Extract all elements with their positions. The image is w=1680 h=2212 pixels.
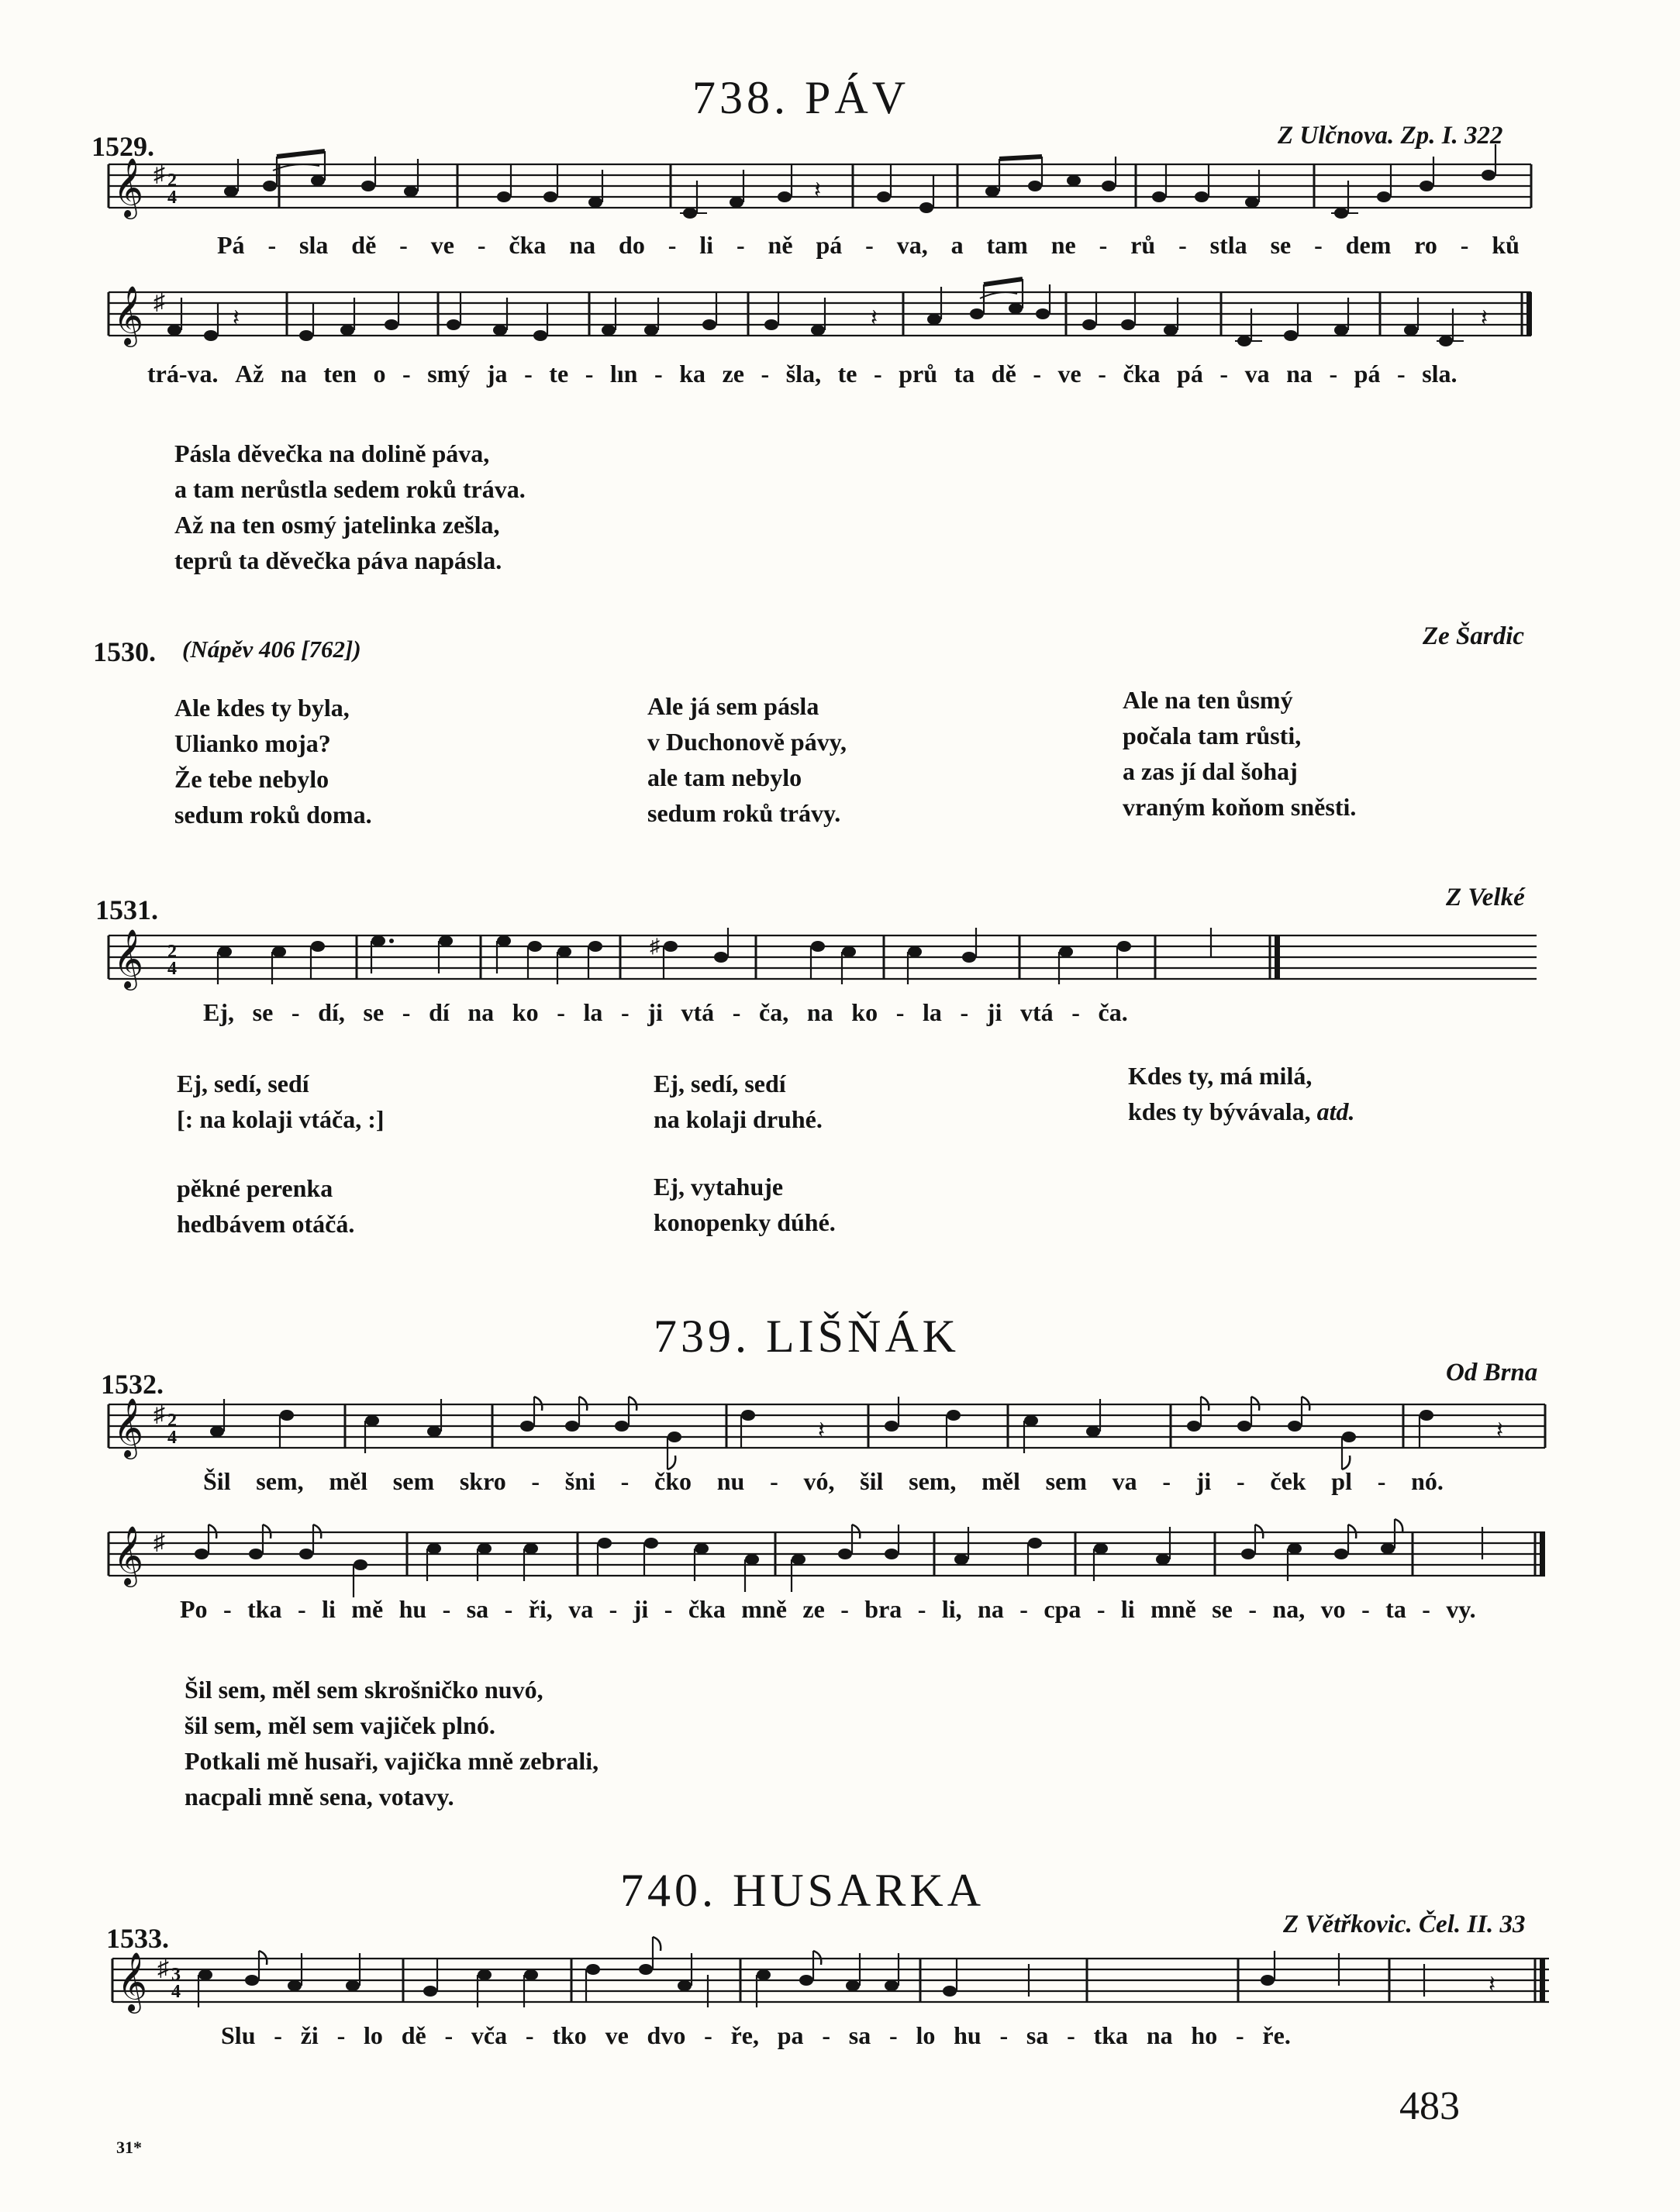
syllable: - — [524, 360, 533, 388]
syllable: na, — [1272, 1595, 1306, 1623]
verse-line: Šil sem, měl sem skrošničko nuvó, — [185, 1676, 543, 1704]
syllable: - — [889, 2021, 898, 2049]
syllable: pá — [1354, 360, 1381, 388]
syllable: - — [822, 2021, 830, 2049]
verse-line: Ulianko moja? — [174, 729, 331, 757]
syllable: mě — [351, 1595, 384, 1623]
svg-text:𝄞: 𝄞 — [117, 1952, 148, 2011]
syllable: pá — [816, 231, 843, 259]
syllable: - — [761, 360, 770, 388]
syllable: - — [291, 998, 300, 1026]
syllable: čka — [509, 231, 547, 259]
syllable: - — [223, 1595, 232, 1623]
verse-line: sedum roků trávy. — [647, 799, 841, 827]
syllable: - — [1361, 1595, 1370, 1623]
syllable: - — [557, 998, 565, 1026]
svg-text:𝄽: 𝄽 — [1489, 1972, 1496, 1997]
etc-abbreviation: atd. — [1316, 1097, 1355, 1125]
syllable: - — [1422, 1595, 1430, 1623]
syllable: ně — [768, 231, 793, 259]
verse-line: v Duchonově pávy, — [647, 728, 847, 756]
syllable: ča. — [1098, 998, 1128, 1026]
syllable: ři, — [528, 1595, 553, 1623]
verse-line: hedbávem otáčá. — [177, 1210, 355, 1238]
verse-1530-col1 — [174, 690, 372, 832]
syllable: li, — [941, 1595, 962, 1623]
syllable: ne — [1050, 231, 1076, 259]
syllable: Slu — [221, 2021, 256, 2049]
syllable: - — [1314, 231, 1323, 259]
syllable: - — [531, 1467, 540, 1495]
syllable: bra — [864, 1595, 902, 1623]
syllable: va — [1112, 1467, 1137, 1495]
verse-line: Ej, sedí, sedí — [177, 1070, 309, 1097]
verse-1531-col3 — [1128, 1058, 1354, 1129]
signature-mark: 31* — [116, 2138, 142, 2157]
syllable: sem — [1045, 1467, 1087, 1495]
section-title-738: 738. PÁV — [692, 72, 910, 123]
syllable: ji — [633, 1595, 649, 1623]
syllable: měl — [329, 1467, 368, 1495]
syllable: - — [504, 1595, 513, 1623]
lyrics-1529-line1 — [217, 231, 1520, 260]
song-source-1530: Ze Šardic — [1423, 622, 1525, 650]
syllable: lo — [916, 2021, 936, 2049]
syllable: se — [363, 998, 385, 1026]
syllable: - — [267, 231, 277, 259]
svg-text:4: 4 — [167, 1428, 177, 1448]
syllable: Pá — [217, 231, 245, 259]
verse-1531-col1a — [177, 1066, 385, 1137]
verse-line: Kdes ty, má milá, — [1128, 1062, 1313, 1090]
syllable: - — [1099, 231, 1108, 259]
svg-text:𝄞: 𝄞 — [113, 285, 144, 345]
syllable: - — [840, 1595, 849, 1623]
verse-1530-col2 — [647, 688, 847, 831]
staff-1529-line2 — [93, 283, 1535, 368]
syllable: na — [806, 998, 833, 1026]
syllable: Šil — [203, 1467, 231, 1495]
syllable: ček — [1270, 1467, 1306, 1495]
syllable: na — [1286, 360, 1313, 388]
syllable: dě — [991, 360, 1016, 388]
syllable: - — [399, 231, 408, 259]
song-number-1529: 1529. — [91, 131, 154, 162]
syllable: - — [621, 998, 630, 1026]
syllable: - — [960, 998, 969, 1026]
syllable: ji — [647, 998, 663, 1026]
syllable: ře, — [730, 2021, 759, 2049]
svg-text:2: 2 — [167, 171, 177, 191]
verse-line: a tam nerůstla sedem roků tráva. — [174, 475, 526, 503]
syllable: ta — [954, 360, 975, 388]
syllable: se — [252, 998, 274, 1026]
syllable: šla, — [785, 360, 822, 388]
syllable: ho — [1191, 2021, 1218, 2049]
syllable: pa — [777, 2021, 804, 2049]
syllable: ka — [679, 360, 706, 388]
syllable: - — [732, 998, 741, 1026]
syllable: - — [917, 1595, 926, 1623]
verse-line: Ale já sem pásla — [647, 692, 819, 720]
syllable: ji — [986, 998, 1002, 1026]
syllable: Po — [180, 1595, 208, 1623]
svg-text:𝄽: 𝄽 — [1481, 305, 1489, 331]
syllable: vča — [471, 2021, 508, 2049]
syllable: li — [699, 231, 714, 259]
syllable: Ej, — [203, 998, 234, 1026]
syllable: ze — [722, 360, 744, 388]
syllable: ro — [1414, 231, 1437, 259]
syllable: - — [585, 360, 594, 388]
syllable: smý — [427, 360, 471, 388]
syllable: - — [1071, 998, 1080, 1026]
syllable: nu — [716, 1467, 745, 1495]
verse-line: Ale na ten ůsmý — [1123, 686, 1293, 714]
syllable: měl — [981, 1467, 1020, 1495]
svg-text:♯: ♯ — [154, 1529, 165, 1555]
svg-text:♯: ♯ — [650, 935, 660, 957]
syllable: li — [1120, 1595, 1135, 1623]
syllable: dem — [1345, 231, 1392, 259]
syllable: dí — [429, 998, 450, 1026]
syllable: la — [583, 998, 603, 1026]
svg-text:2: 2 — [167, 942, 177, 962]
svg-text:♯: ♯ — [154, 289, 165, 315]
svg-text:♯: ♯ — [157, 1955, 169, 1981]
syllable: - — [1329, 360, 1338, 388]
syllable: - — [770, 1467, 778, 1495]
syllable: - — [1096, 1595, 1106, 1623]
verse-line: Ej, sedí, sedí — [654, 1070, 786, 1097]
syllable: na — [978, 1595, 1004, 1623]
section-title-739: 739. LIŠŇÁK — [654, 1311, 960, 1362]
syllable: ta — [1385, 1595, 1406, 1623]
syllable: hu — [954, 2021, 981, 2049]
syllable: - — [874, 360, 882, 388]
svg-text:4: 4 — [171, 1982, 181, 2002]
syllable: - — [444, 2021, 454, 2049]
verse-line: Ej, vytahuje — [654, 1173, 784, 1201]
syllable: cpa — [1044, 1595, 1081, 1623]
syllable: dvo — [647, 2021, 686, 2049]
song-number-1531: 1531. — [95, 894, 158, 925]
syllable: va — [568, 1595, 594, 1623]
syllable: li — [322, 1595, 336, 1623]
syllable: - — [736, 231, 745, 259]
syllable: ja — [486, 360, 508, 388]
syllable: sem, — [909, 1467, 957, 1495]
song-number-1533: 1533. — [106, 1923, 169, 1954]
syllable: va, — [896, 231, 928, 259]
syllable: - — [1067, 2021, 1075, 2049]
verse-1530-col3 — [1123, 682, 1356, 825]
verse-line: Ale kdes ty byla, — [174, 694, 350, 722]
syllable: se — [1212, 1595, 1233, 1623]
lyrics-1533 — [221, 2021, 1291, 2050]
svg-text:4: 4 — [167, 959, 177, 979]
syllable: - — [620, 1467, 630, 1495]
syllable: sla — [299, 231, 329, 259]
syllable: vtá — [1019, 998, 1054, 1026]
syllable: lo — [364, 2021, 383, 2049]
syllable: te — [837, 360, 857, 388]
syllable: na — [467, 998, 495, 1026]
syllable: vó, — [803, 1467, 835, 1495]
lyrics-1531 — [203, 998, 1128, 1027]
syllable: - — [477, 231, 486, 259]
syllable: - — [1019, 1595, 1028, 1623]
syllable: trá-va. — [147, 360, 219, 388]
syllable: - — [1248, 1595, 1257, 1623]
syllable: šil — [860, 1467, 884, 1495]
verse-line: šil sem, měl sem vajiček plnó. — [185, 1711, 495, 1739]
syllable: čko — [654, 1467, 692, 1495]
syllable: sa — [1026, 2021, 1049, 2049]
verse-line: Potkali mě husaři, vajička mně zebrali, — [185, 1747, 599, 1775]
verse-line: na kolaji druhé. — [654, 1105, 823, 1133]
syllable: - — [664, 1595, 673, 1623]
syllable: - — [442, 1595, 451, 1623]
syllable: vo — [1320, 1595, 1346, 1623]
syllable: - — [654, 360, 663, 388]
syllable: vy. — [1446, 1595, 1476, 1623]
song-number-1532: 1532. — [101, 1369, 164, 1400]
syllable: tka — [1093, 2021, 1129, 2049]
svg-text:𝄞: 𝄞 — [113, 157, 144, 217]
svg-text:𝄽: 𝄽 — [814, 177, 822, 203]
section-title-740: 740. HUSARKA — [620, 1865, 985, 1916]
syllable: na — [1146, 2021, 1173, 2049]
lyrics-1529-line2 — [147, 360, 1457, 388]
syllable: šni — [564, 1467, 595, 1495]
syllable: ve — [1057, 360, 1081, 388]
syllable: - — [895, 998, 905, 1026]
verse-line: Až na ten osmý jatelinka zešla, — [174, 511, 500, 539]
syllable: - — [704, 2021, 712, 2049]
syllable: - — [865, 231, 874, 259]
syllable: - — [999, 2021, 1009, 2049]
syllable: pá — [1177, 360, 1203, 388]
verse-line: Pásla děvečka na dolině páva, — [174, 439, 490, 467]
syllable: sem — [392, 1467, 435, 1495]
syllable: - — [609, 1595, 618, 1623]
syllable: ži — [300, 2021, 319, 2049]
syllable: na — [569, 231, 596, 259]
syllable: - — [1460, 231, 1469, 259]
song-source-1532: Od Brna — [1446, 1359, 1538, 1387]
svg-text:𝄞: 𝄞 — [113, 1397, 144, 1457]
syllable: na — [280, 360, 307, 388]
song-number-1530: 1530. — [93, 636, 156, 667]
syllable: - — [336, 2021, 346, 2049]
verse-line: pěkné perenka — [177, 1174, 333, 1202]
verse-line: Že tebe nebylo — [174, 765, 329, 793]
syllable: mně — [741, 1595, 787, 1623]
verse-line: [: na kolaji vtáča, :] — [177, 1105, 385, 1133]
syllable: - — [1397, 360, 1406, 388]
syllable: Až — [235, 360, 264, 388]
syllable: o — [373, 360, 386, 388]
staff-1529-line1 — [93, 155, 1535, 240]
svg-text:𝄞: 𝄞 — [113, 1525, 144, 1585]
syllable: sa — [848, 2021, 871, 2049]
lyrics-1532-line1 — [203, 1467, 1444, 1496]
syllable: lın — [609, 360, 638, 388]
syllable: a — [950, 231, 964, 259]
syllable: sa — [466, 1595, 489, 1623]
verse-line: konopenky dúhé. — [654, 1208, 836, 1236]
syllable: ji — [1195, 1467, 1212, 1495]
syllable: - — [668, 231, 677, 259]
syllable: pl — [1331, 1467, 1352, 1495]
page-number: 483 — [1399, 2084, 1460, 2128]
svg-text:𝄽: 𝄽 — [1496, 1418, 1504, 1443]
syllable: - — [1162, 1467, 1171, 1495]
verse-line: vraným koňom sněsti. — [1123, 793, 1357, 821]
verse-1531-col1b — [177, 1170, 354, 1242]
verse-line: sedum roků doma. — [174, 801, 372, 829]
syllable: tka — [247, 1595, 282, 1623]
syllable: ve — [605, 2021, 629, 2049]
syllable: - — [1178, 231, 1187, 259]
syllable: ře. — [1262, 2021, 1291, 2049]
syllable: ze — [802, 1595, 825, 1623]
syllable: - — [402, 998, 411, 1026]
verse-1529 — [174, 436, 526, 578]
verse-1531-col2b — [654, 1169, 836, 1240]
syllable: stla — [1209, 231, 1247, 259]
syllable: - — [1237, 1467, 1245, 1495]
syllable: sem, — [256, 1467, 304, 1495]
syllable: rů — [1130, 231, 1156, 259]
song-source-1531: Z Velké — [1446, 884, 1525, 911]
syllable: - — [1033, 360, 1041, 388]
svg-text:♯: ♯ — [154, 161, 165, 187]
svg-text:𝄽: 𝄽 — [233, 305, 240, 331]
syllable: mně — [1150, 1595, 1196, 1623]
verse-line — [1128, 1094, 1354, 1129]
svg-text:♯: ♯ — [154, 1401, 165, 1427]
svg-text:3: 3 — [171, 1965, 181, 1985]
svg-text:4: 4 — [167, 188, 177, 208]
syllable: - — [1377, 1467, 1386, 1495]
syllable: ča, — [759, 998, 789, 1026]
syllable: - — [274, 2021, 282, 2049]
syllable: - — [525, 2021, 534, 2049]
svg-text:2: 2 — [167, 1411, 177, 1431]
syllable: vtá — [681, 998, 715, 1026]
syllable: sla. — [1422, 360, 1457, 388]
song-source-1533: Z Větřkovic. Čel. II. 33 — [1283, 1911, 1526, 1938]
verse-text: kdes ty bývávala, — [1128, 1097, 1311, 1125]
verse-line: počala tam růsti, — [1123, 722, 1302, 749]
svg-text:𝄽: 𝄽 — [871, 305, 878, 331]
lyrics-1532-line2 — [180, 1595, 1476, 1624]
syllable: do — [619, 231, 645, 259]
syllable: dě — [351, 231, 377, 259]
syllable: tko — [552, 2021, 587, 2049]
syllable: - — [402, 360, 411, 388]
song-melody-reference-1530: (Nápěv 406 [762]) — [182, 636, 361, 663]
syllable: prů — [899, 360, 938, 388]
verse-1532 — [185, 1672, 599, 1814]
syllable: nó. — [1411, 1467, 1444, 1495]
syllable: ko — [512, 998, 539, 1026]
verse-line: teprů ta děvečka páva napásla. — [174, 546, 502, 574]
syllable: čka — [688, 1595, 726, 1623]
svg-text:𝄞: 𝄞 — [113, 929, 144, 988]
syllable: te — [549, 360, 569, 388]
syllable: ten — [323, 360, 357, 388]
syllable: ve — [430, 231, 454, 259]
syllable: - — [1098, 360, 1106, 388]
svg-text:𝄽: 𝄽 — [818, 1418, 826, 1443]
syllable: ků — [1492, 231, 1520, 259]
syllable: va — [1244, 360, 1270, 388]
syllable: skro — [459, 1467, 506, 1495]
syllable: hu — [398, 1595, 427, 1623]
syllable: - — [1219, 360, 1229, 388]
syllable: - — [297, 1595, 306, 1623]
song-source-1529: Z Ulčnova. Zp. I. 322 — [1278, 122, 1503, 150]
syllable: dě — [401, 2021, 426, 2049]
syllable: dí, — [318, 998, 345, 1026]
syllable: la — [922, 998, 942, 1026]
syllable: se — [1270, 231, 1292, 259]
verse-line: nacpali mně sena, votavy. — [185, 1783, 454, 1811]
verse-line: ale tam nebylo — [647, 763, 802, 791]
syllable: čka — [1123, 360, 1161, 388]
verse-line: a zas jí dal šohaj — [1123, 757, 1298, 785]
syllable: ko — [851, 998, 878, 1026]
verse-1531-col2a — [654, 1066, 823, 1137]
syllable: tam — [986, 231, 1028, 259]
syllable: - — [1235, 2021, 1244, 2049]
